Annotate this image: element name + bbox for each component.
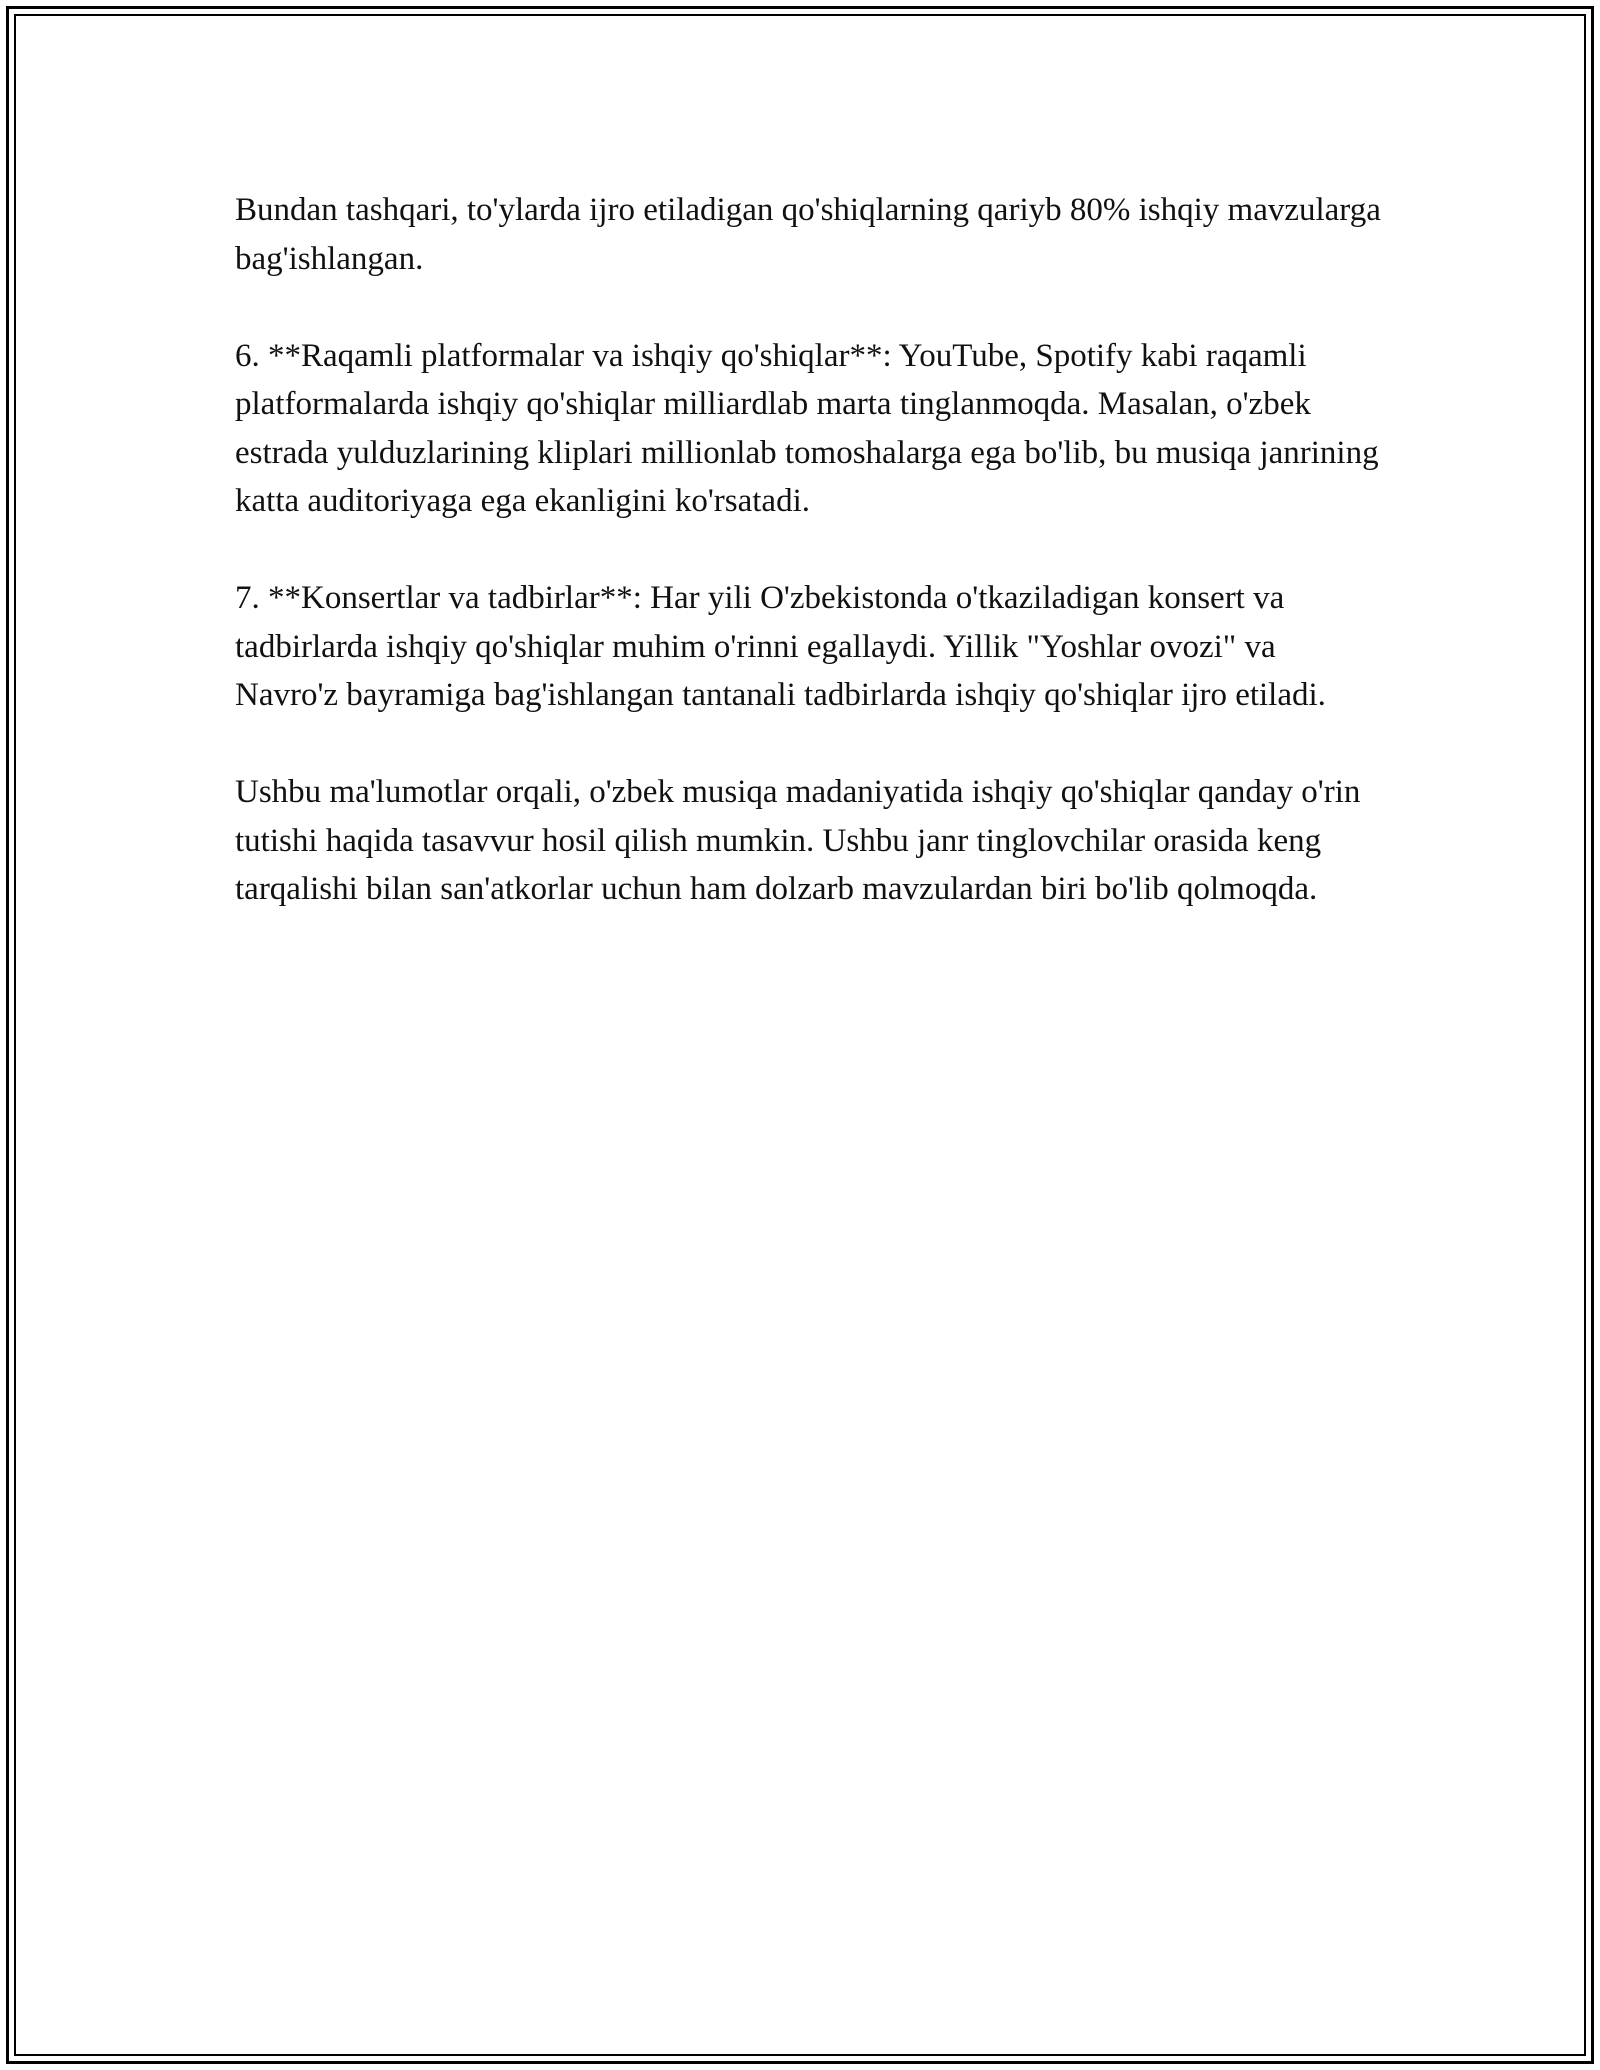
document-body: [235, 186, 1385, 962]
paragraph-concerts-events: 7. **Konsertlar va tadbirlar**: Har yili O'zbekistonda o'tkaziladigan konsert va tadbirlarda ishqiy qo'shiqlar muhim o'rinni egallaydi. Yillik "Yoshlar ovozi" va Navro'z bayramiga bag'ishlangan tantanali tadbirlarda ishqiy qo'shiqlar ijro etiladi.: [235, 580, 1326, 713]
paragraph-intro: Bundan tashqari, to'ylarda ijro etiladigan qo'shiqlarning qariyb 80% ishqiy mavzularga bag'ishlangan.: [235, 192, 1381, 277]
paragraph-digital-platforms: 6. **Raqamli platformalar va ishqiy qo'shiqlar**: YouTube, Spotify kabi raqamli platformalarda ishqiy qo'shiqlar milliardlab marta tinglanmoqda. Masalan, o'zbek estrada yulduzlarining kliplari millionlab tomoshalarga ega bo'lib, bu musiqa janrining katta auditoriyaga ega ekanligini ko'rsatadi.: [235, 337, 1379, 519]
paragraph-conclusion: Ushbu ma'lumotlar orqali, o'zbek musiqa madaniyatida ishqiy qo'shiqlar qanday o'rin tutishi haqida tasavvur hosil qilish mumkin. Ushbu janr tinglovchilar orasida keng tarqalishi bilan san'atkorlar uchun ham dolzarb mavzulardan biri bo'lib qolmoqda.: [235, 774, 1361, 907]
